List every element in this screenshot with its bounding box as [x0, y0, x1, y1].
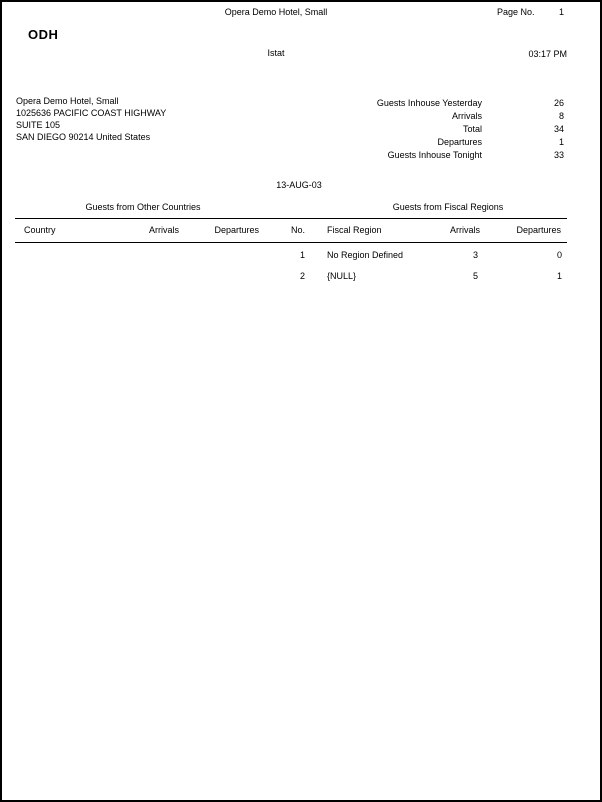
summary-label: Guests Inhouse Tonight [387, 150, 482, 160]
column-header-departures-left: Departures [214, 225, 259, 235]
address-line: 1025636 PACIFIC COAST HIGHWAY [16, 108, 167, 118]
address-line: SAN DIEGO 90214 United States [16, 132, 151, 142]
summary-value: 34 [553, 124, 564, 134]
cell-no: 2 [299, 271, 305, 281]
cell-departures: 0 [556, 250, 562, 260]
table-top-rule [15, 218, 567, 219]
cell-departures: 1 [556, 271, 562, 281]
hotel-logo: ODH [28, 27, 59, 42]
section-title-other-countries: Guests from Other Countries [85, 202, 201, 212]
report-title: Istat [267, 48, 285, 58]
address-line: SUITE 105 [16, 120, 61, 130]
section-title-fiscal-regions: Guests from Fiscal Regions [392, 202, 504, 212]
column-header-fiscal-region: Fiscal Region [327, 225, 382, 235]
summary-label: Arrivals [451, 111, 482, 121]
page-no-value: 1 [558, 7, 564, 17]
summary-label: Guests Inhouse Yesterday [376, 98, 482, 108]
summary-value: 33 [553, 150, 564, 160]
column-header-arrivals-left: Arrivals [148, 225, 179, 235]
table-header-rule [15, 242, 567, 243]
column-header-departures-right: Departures [516, 225, 561, 235]
summary-value: 26 [553, 98, 564, 108]
cell-fiscal-region: No Region Defined [327, 250, 404, 260]
cell-no: 1 [299, 250, 305, 260]
summary-label: Total [462, 124, 482, 134]
column-header-country: Country [24, 225, 56, 235]
column-header-no: No. [290, 225, 305, 235]
summary-value: 8 [558, 111, 564, 121]
cell-arrivals: 3 [472, 250, 478, 260]
cell-fiscal-region: {NULL} [327, 271, 357, 281]
print-time: 03:17 PM [528, 49, 567, 59]
summary-label: Departures [437, 137, 482, 147]
cell-arrivals: 5 [472, 271, 478, 281]
header-hotel-name: Opera Demo Hotel, Small [224, 7, 328, 17]
column-header-arrivals-right: Arrivals [449, 225, 480, 235]
report-date: 13-AUG-03 [276, 180, 322, 190]
address-line: Opera Demo Hotel, Small [16, 96, 119, 106]
summary-value: 1 [558, 137, 564, 147]
page-no-label: Page No. [497, 7, 535, 17]
